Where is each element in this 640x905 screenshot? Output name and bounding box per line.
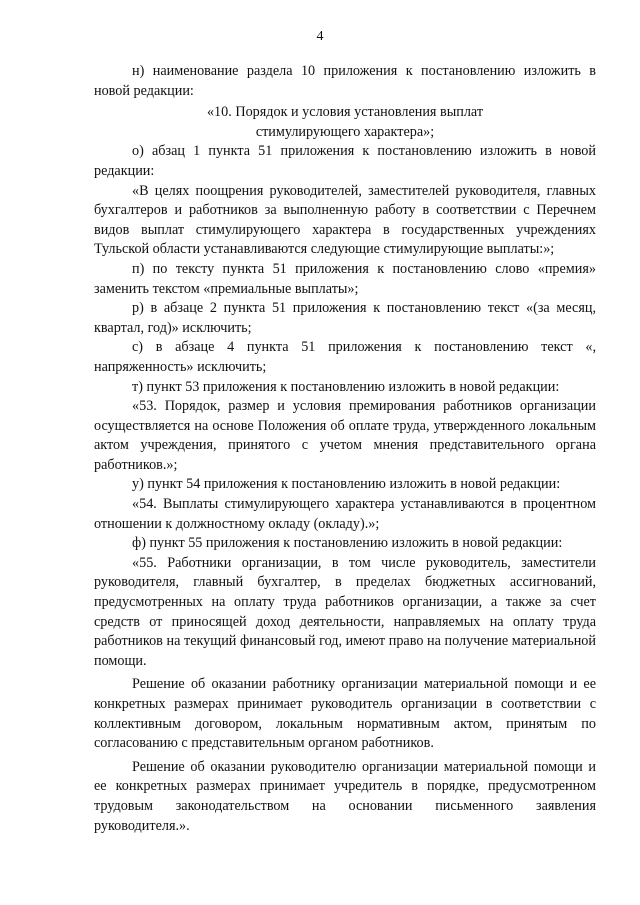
- page-number: 4: [316, 29, 324, 44]
- paragraph-o: о) абзац 1 пункта 51 приложения к постановлению изложить в новой редакции:: [94, 143, 596, 179]
- paragraph-r: р) в абзаце 2 пункта 51 приложения к постановлению текст «(за месяц, квартал, год)» исключить;: [94, 300, 596, 336]
- paragraph-decision-employee: Решение об оказании работнику организации материальной помощи и ее конкретных размерах принимает руководитель организации в соответствии с коллективным договором, локальным нормативным актом, принятым по согласованию с представительным органом работников.: [94, 676, 596, 752]
- paragraph-decision-head: Решение об оказании руководителю организации материальной помощи и ее конкретных размерах принимает учредитель в порядке, предусмотренном трудовым законодательством на основании письменного заявления руководителя.».: [94, 758, 596, 834]
- paragraph-p: п) по тексту пункта 51 приложения к постановлению слово «премия» заменить текстом «премиальные выплаты»;: [94, 260, 596, 297]
- paragraph-f: ф) пункт 55 приложения к постановлению изложить в новой редакции:: [132, 535, 563, 552]
- paragraph-n: н) наименование раздела 10 приложения к постановлению изложить в новой редакции:: [94, 63, 596, 99]
- paragraph-quote-53: «53. Порядок, размер и условия премирования работников организации осуществляется на основе Положения об оплате труда, утвержденного локальным актом учреждения, принятого с учетом мнения представительного органа работников.»;: [94, 398, 596, 473]
- document-body: [94, 62, 596, 836]
- paragraph-quote-51: «В целях поощрения руководителей, заместителей руководителя, главных бухгалтеров и работников за выполненную работу в соответствии с Перечнем видов выплат стимулирующего характера в государственных учреждениях Тульской области устанавливаются следующие стимулирующие выплаты:»;: [94, 182, 596, 258]
- paragraph-u: у) пункт 54 приложения к постановлению изложить в новой редакции:: [132, 476, 561, 493]
- section-title-line-2: стимулирующего характера»;: [255, 123, 435, 140]
- section-title-line-1: «10. Порядок и условия установления выплат: [206, 104, 484, 121]
- paragraph-s: с) в абзаце 4 пункта 51 приложения к постановлению текст «, напряженность» исключить;: [94, 339, 596, 375]
- paragraph-quote-54: «54. Выплаты стимулирующего характера устанавливаются в процентном отношении к должностному окладу (окладу).»;: [94, 496, 596, 532]
- paragraph-t: т) пункт 53 приложения к постановлению изложить в новой редакции:: [132, 378, 560, 395]
- paragraph-quote-55: «55. Работники организации, в том числе руководитель, заместители руководителя, главный бухгалтер, в пределах бюджетных ассигнований, предусмотренных на оплату труда работников организации, а также за счет средств от приносящей доход деятельности, направляемых на оплату труда работников на текущий финансовый год, имеют право на получение материальной помощи.: [94, 554, 596, 669]
